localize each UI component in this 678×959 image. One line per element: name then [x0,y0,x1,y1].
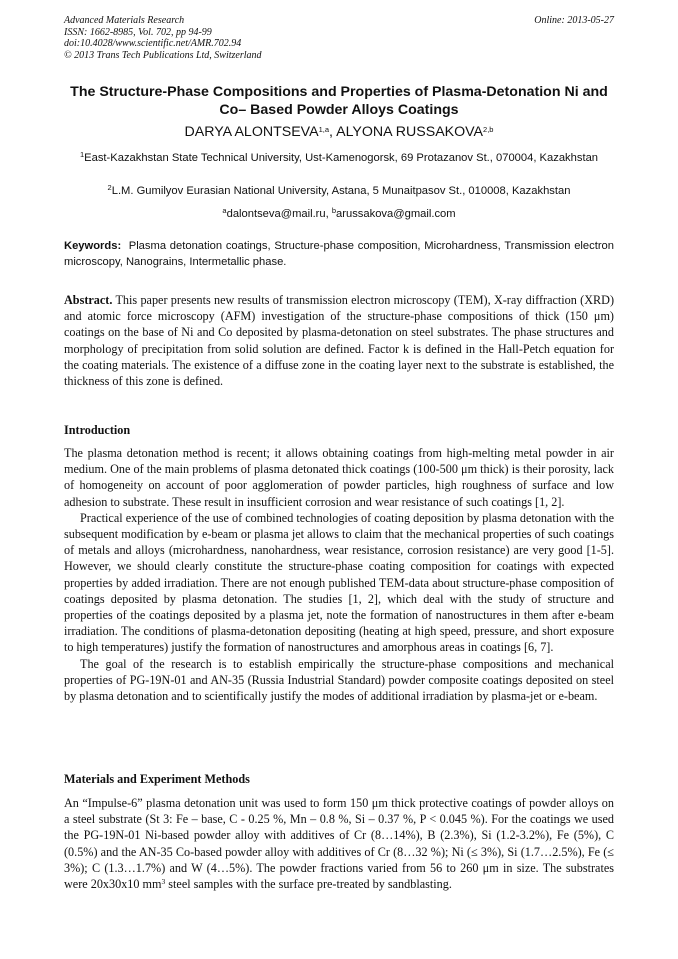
keywords-block [64,238,614,270]
email-separator: , [325,208,332,220]
paper-title: The Structure-Phase Compositions and Properties of Plasma-Detonation Ni and Co– Based Powder Alloys Coatings [70,84,608,118]
author-name: DARYA ALONTSEVA [184,124,319,140]
paragraph [64,795,614,892]
online-date: Online: 2013-05-27 [534,15,614,26]
author-list [64,124,614,141]
abstract-text: This paper presents new results of transmission electron microscopy (TEM), X-ray diffraction (XRD) and atomic force microscopy (AFM) investigation of the structure-phase compositions of thick (150 μm) coatings on the base of Ni and Co deposited by plasma-detonation on steel substrates. The phase structures and morphology of precipitation from solid solution are defined. Factor k is defined in the Hall-Petch equation for the coating materials. The existence of a diffuse zone in the coating layer next to the substrate is established, the thickness of this zone is defined. [64,293,615,389]
paragraph-text: An “Impulse-6” plasma detonation unit was used to form 150 μm thick protective coatings of powder alloys on a steel substrate (St 3: Fe – base, C - 0.25 %, Mn – 0.8 %, Si – 0.37 %, P < 0.045 %). For the coatings we used the PG-19N-01 Ni-based powder alloy with additives of Cr (8…14%), B (2.3%), Si (1.2-3.2%), Fe (5%), C (0.5%) and the AN-35 Co-based powder alloy with additives of Cr (8…32 %); Ni (≤ 3%), Si (1.7…2.5%), Fe (≤ 3%); C (1.3…1.7%) and W (4…5%). The powder fractions varied from 56 to 260 μm in size. The substrates were 20x30x10 mm [64,796,614,892]
email-superscript: b [331,206,337,215]
unit-superscript: 3 [161,877,166,887]
section-heading-introduction: Introduction [64,423,131,437]
abstract-label: Abstract. [64,293,113,307]
author-separator: , [329,124,337,140]
copyright-line: © 2013 Trans Tech Publications Ltd, Switzerland [64,49,262,61]
affiliation-2 [64,183,614,199]
methods-body [64,795,614,892]
issn-line: ISSN: 1662-8985, Vol. 702, pp 94-99 [64,26,212,38]
paragraph: Practical experience of the use of combined technologies of coating deposition by plasma detonation with the subsequent modification by e-beam or plasma jet allows to claim that the mechanical properties of such coatings of metals and alloys (microhardness, nanohardness, wear resistance, corrosion resistance) are very good [1-5]. However, we should clearly constitute the structure-phase coating composition for coatings with expected properties by added irradiation. There are not enough published TEM-data about structure-phase composition of coatings deposited by plasma detonation. The studies [1, 2], which deal with the study of structure and properties of the coatings deposited by a plasma jet, note the formation of nanostructures in them after e-beam irradiation. The conditions of plasma-detonation depositing (heating at high speed, pressure, and short exposure to high temperatures) justify the formation of nanostructures and amorphous areas in coatings [6, 7]. [64,510,614,655]
email-line [64,206,614,222]
section-heading-methods: Materials and Experiment Methods [64,772,250,786]
affiliation-1 [64,150,614,166]
journal-name: Advanced Materials Research [64,15,185,26]
author-superscript: 1,a [318,125,329,134]
doi-line: doi:10.4028/www.scientific.net/AMR.702.94 [64,38,242,49]
abstract-block [64,292,614,389]
paragraph-text: steel samples with the surface pre-treated by sandblasting. [165,877,452,892]
email-address: dalontseva@mail.ru [226,208,326,220]
email-address: arussakova@gmail.com [336,208,456,220]
introduction-body [64,445,614,704]
affiliation-text: East-Kazakhstan State Technical University, Ust-Kamenogorsk, 69 Protazanov St., 070004, Kazakhstan [84,152,599,164]
affiliation-number: 1 [79,150,85,159]
author-superscript: 2,b [483,125,494,134]
author-name: ALYONA RUSSAKOVA [336,124,484,140]
paragraph: The plasma detonation method is recent; it allows obtaining coatings from high-melting metal powder in air medium. One of the main problems of plasma detonated thick coatings (100-500 μm thick) is their porosity, lack of homogeneity on account of poor agglomeration of powder particles, high roughness of surface and low adhesion to substrate. These result in insufficient corrosion and wear resistance of such coatings [1, 2]. [64,446,614,509]
keywords-text: Plasma detonation coatings, Structure-phase composition, Microhardness, Transmission electron microscopy, Nanograins, Intermetallic phase. [64,240,614,268]
email-superscript: a [222,206,227,215]
paragraph: The goal of the research is to establish empirically the structure-phase compositions and mechanical properties of PG-19N-01 and AN-35 (Russia Industrial Standard) powder composite coatings deposited on steel by plasma detonation and to scientifically justify the modes of additional irradiation by plasma-jet or e-beam. [64,656,614,704]
affiliation-number: 2 [107,183,112,192]
affiliation-text: L.M. Gumilyov Eurasian National University, Astana, 5 Munaitpasov St., 010008, Kazakhstan [111,185,571,197]
running-header [64,15,614,61]
keywords-label: Keywords: [64,240,122,252]
